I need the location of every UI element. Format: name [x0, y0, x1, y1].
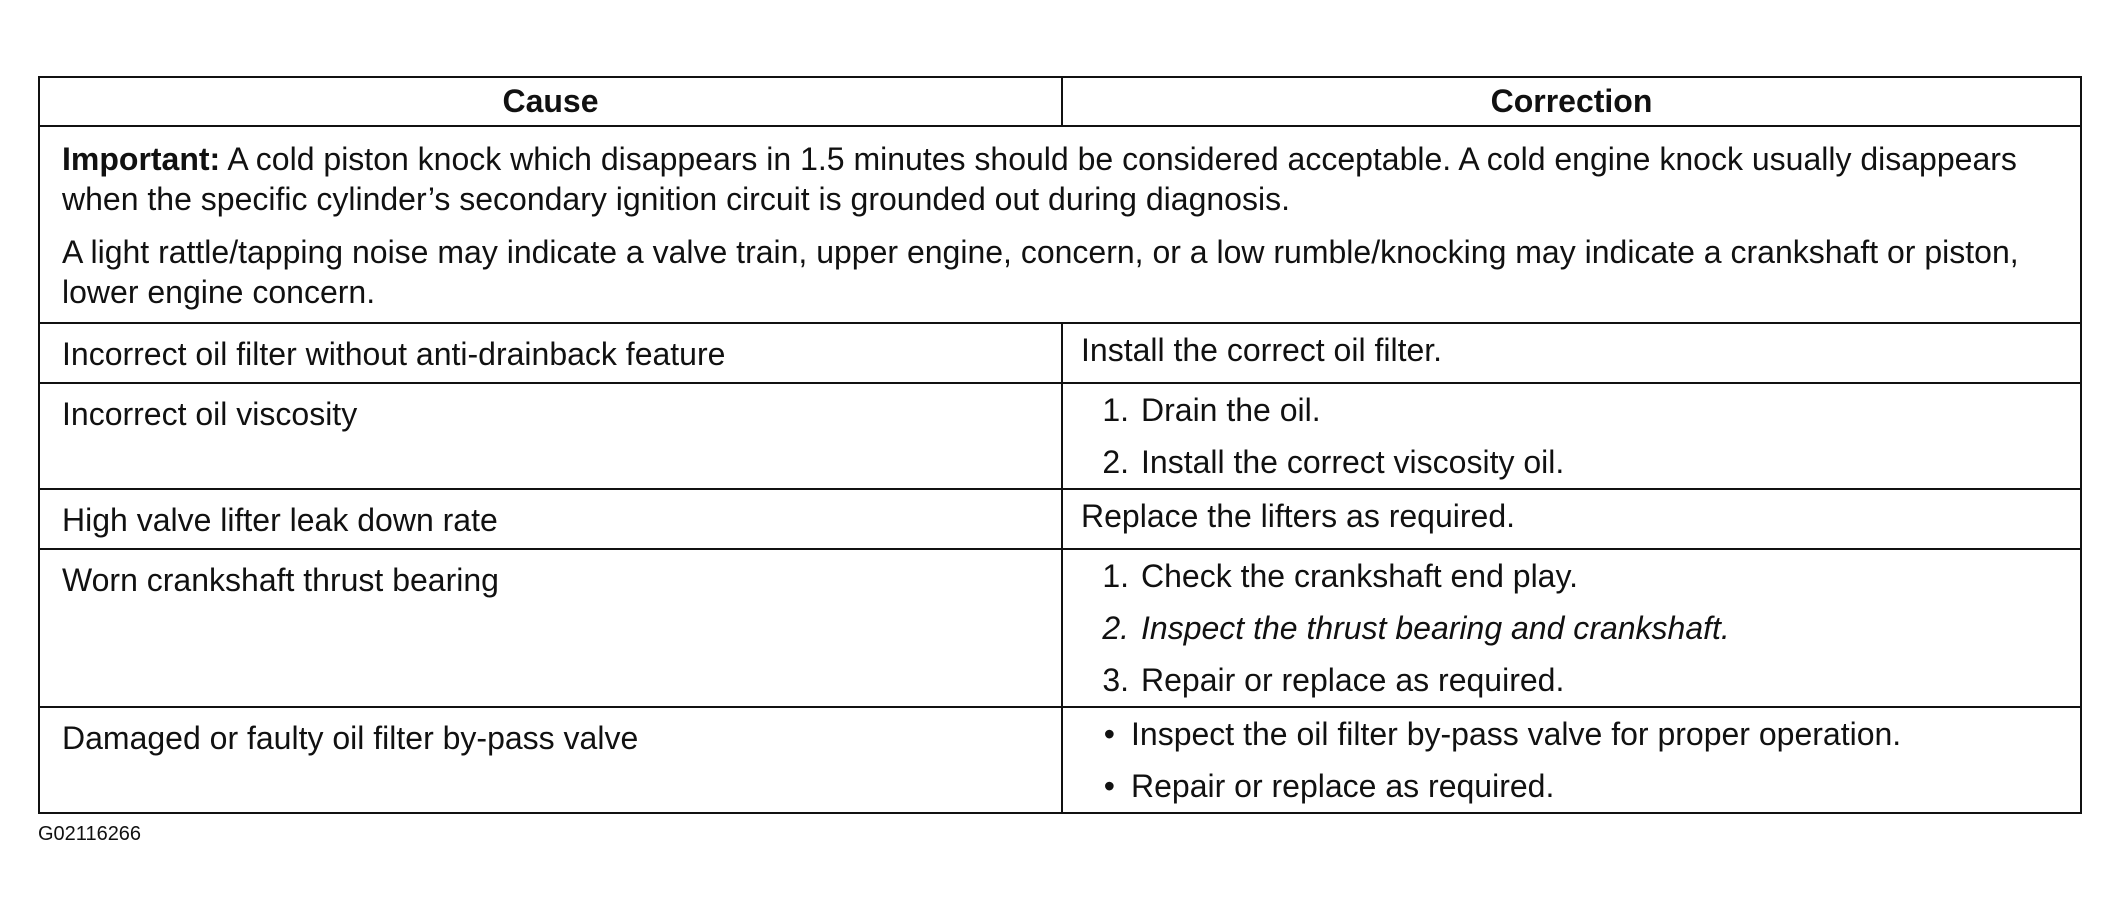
- bullet-text: Repair or replace as required.: [1131, 768, 1555, 804]
- table-row: [39, 383, 2081, 489]
- correction-cell: [1062, 549, 2081, 707]
- correction-bullet: [1081, 760, 2064, 812]
- step-text: Check the crankshaft end play.: [1141, 558, 1578, 594]
- table-row: [39, 549, 2081, 707]
- step-text: Inspect the thrust bearing and crankshaft.: [1141, 610, 1730, 646]
- important-note-text: A cold piston knock which disappears in 1.5 minutes should be considered acceptable. A cold engine knock usually disappears when the specific cylinder’s secondary ignition circuit is grounded out during diagnosis.: [62, 141, 2017, 217]
- figure-id-label: G02116266: [38, 823, 142, 845]
- bullet-text: Inspect the oil filter by-pass valve for proper operation.: [1131, 716, 1902, 752]
- table-header-row: [39, 77, 2081, 126]
- cause-cell: Worn crankshaft thrust bearing: [39, 549, 1062, 707]
- step-text: Repair or replace as required.: [1141, 662, 1565, 698]
- correction-step: [1081, 550, 2064, 602]
- step-number: 1.: [1102, 392, 1129, 428]
- table-row: [39, 323, 2081, 383]
- correction-step: [1081, 602, 2064, 654]
- correction-text: Replace the lifters as required.: [1081, 498, 1515, 534]
- bullet-marker: •: [1103, 716, 1115, 752]
- correction-bullet: [1081, 708, 2064, 760]
- diagnosis-table: [38, 76, 2082, 814]
- noise-note-paragraph: A light rattle/tapping noise may indicate a valve train, upper engine, concern, or a low rumble/knocking may indicate a crankshaft or piston, lower engine concern.: [62, 234, 2019, 310]
- important-note-cell: [39, 126, 2081, 323]
- column-header-correction: Correction: [1062, 77, 2081, 126]
- bullet-marker: •: [1103, 768, 1115, 804]
- step-text: Drain the oil.: [1141, 392, 1321, 428]
- correction-step: [1081, 436, 2064, 488]
- step-number: 3.: [1102, 662, 1129, 698]
- table-row: [39, 489, 2081, 549]
- cause-cell: High valve lifter leak down rate: [39, 489, 1062, 549]
- cause-cell: Incorrect oil viscosity: [39, 383, 1062, 489]
- step-text: Install the correct viscosity oil.: [1141, 444, 1565, 480]
- correction-cell: [1062, 707, 2081, 813]
- step-number: 2.: [1102, 610, 1129, 646]
- step-number: 2.: [1102, 444, 1129, 480]
- correction-text: Install the correct oil filter.: [1081, 332, 1443, 368]
- correction-cell: [1062, 383, 2081, 489]
- important-note-row: [39, 126, 2081, 323]
- cause-cell: Damaged or faulty oil filter by-pass valve: [39, 707, 1062, 813]
- step-number: 1.: [1102, 558, 1129, 594]
- cause-cell: Incorrect oil filter without anti-drainback feature: [39, 323, 1062, 383]
- important-note-paragraph: [62, 139, 2060, 219]
- table-row: [39, 707, 2081, 813]
- important-label: Important:: [62, 141, 221, 177]
- correction-step: [1081, 384, 2064, 436]
- correction-cell: [1062, 489, 2081, 549]
- column-header-cause: Cause: [39, 77, 1062, 126]
- correction-step: [1081, 654, 2064, 706]
- correction-cell: [1062, 323, 2081, 383]
